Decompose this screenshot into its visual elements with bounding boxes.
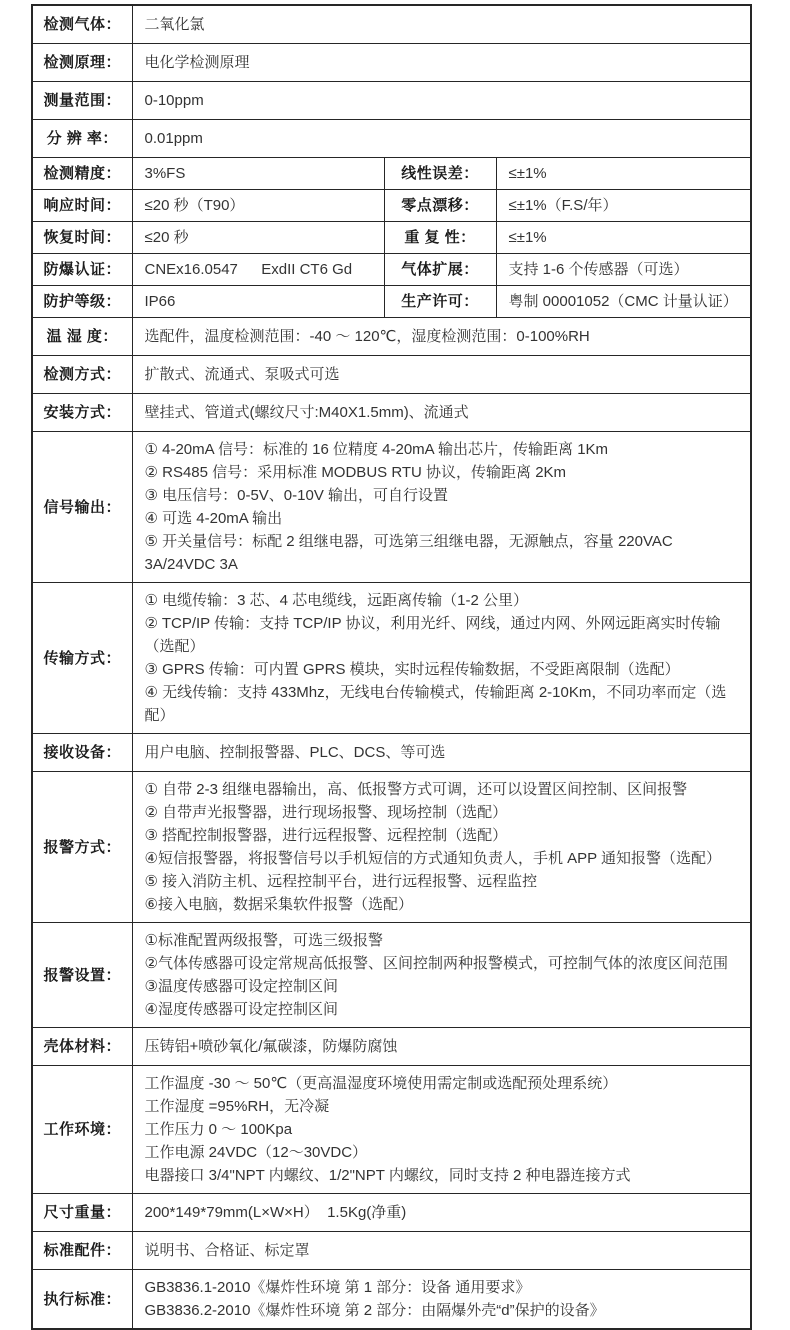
text-line: ③ GPRS 传输：可内置 GPRS 模块，实时远程传输数据，不受距离限制（选配） — [144, 661, 680, 678]
text-line: 工作电源 24VDC（12～30VDC） — [144, 1144, 368, 1161]
row-label — [32, 583, 132, 734]
text-line: 电化学检测原理 — [144, 54, 250, 71]
row-value — [132, 923, 751, 1028]
text-line: 200*149*79mm(L×W×H） 1.5Kg(净重) — [144, 1204, 407, 1221]
text-line: ② TCP/IP 传输：支持 TCP/IP 协议，利用光纤、网线，通过内网、外网远距离实时传输（选配） — [144, 615, 721, 655]
row-value — [132, 190, 384, 222]
row-value — [132, 356, 751, 394]
text-line: 工作温度 -30 ～ 50℃（更高温湿度环境使用需定制或选配预处理系统） — [144, 1075, 618, 1092]
text-line: 防爆认证： — [43, 261, 121, 278]
row-value — [132, 432, 751, 583]
spec-table — [31, 4, 752, 1330]
row-value — [132, 254, 384, 286]
text-line: 零点漂移： — [401, 197, 479, 214]
text-line: GB3836.1-2010《爆炸性环境 第 1 部分：设备 通用要求》 — [144, 1279, 531, 1296]
text-line: 传输方式： — [43, 649, 121, 667]
text-line: 尺寸重量： — [43, 1204, 121, 1221]
row-value — [132, 1232, 751, 1270]
table-row — [32, 734, 751, 772]
row-value — [132, 1270, 751, 1330]
text-line: CNEx16.0547 ExdII CT6 Gd — [144, 261, 353, 278]
row-value — [132, 82, 751, 120]
text-line: ③ 搭配控制报警器，进行远程报警、远程控制（选配） — [144, 827, 508, 844]
table-row — [32, 1028, 751, 1066]
row-value — [132, 5, 751, 44]
text-line: ① 4-20mA 信号：标准的 16 位精度 4-20mA 输出芯片，传输距离 1Km — [144, 441, 609, 458]
text-line: 线性误差： — [401, 165, 479, 182]
text-line: 粤制 00001052（CMC 计量认证） — [508, 293, 738, 310]
row-value — [132, 1028, 751, 1066]
text-line: 工作环境： — [43, 1121, 121, 1138]
table-row — [32, 923, 751, 1028]
row-value — [132, 583, 751, 734]
table-row — [32, 5, 751, 44]
table-row — [32, 432, 751, 583]
table-row — [32, 394, 751, 432]
text-line: ④湿度传感器可设定控制区间 — [144, 1001, 338, 1018]
table-row — [32, 1270, 751, 1330]
text-line: ≤20 秒（T90） — [144, 197, 245, 214]
spec-sheet — [0, 4, 790, 1330]
text-line: 3%FS — [144, 165, 186, 182]
row-value — [132, 394, 751, 432]
row-value — [132, 772, 751, 923]
text-line: 防护等级： — [43, 293, 121, 310]
table-row — [32, 190, 751, 222]
row-value — [132, 1194, 751, 1232]
row-label — [32, 44, 132, 82]
row-value — [132, 734, 751, 772]
row-label — [32, 5, 132, 44]
text-line: 壳体材料： — [43, 1038, 121, 1055]
text-line: 温 湿 度： — [46, 328, 118, 345]
text-line: ≤±1% — [508, 165, 547, 182]
row-label — [32, 286, 132, 318]
text-line: 支持 1-6 个传感器（可选） — [508, 261, 689, 278]
text-line: 选配件，温度检测范围：-40 ～ 120℃，湿度检测范围：0-100%RH — [144, 328, 590, 345]
table-row — [32, 583, 751, 734]
row-value — [496, 222, 751, 254]
text-line: 重 复 性： — [404, 229, 476, 246]
table-row — [32, 772, 751, 923]
text-line: 接收设备： — [43, 744, 121, 761]
text-line: ⑤ 开关量信号：标配 2 组继电器，可选第三组继电器，无源触点，容量 220VAC 3A/24VDC 3A — [144, 533, 677, 573]
row-label — [32, 120, 132, 158]
text-line: ⑤ 接入消防主机、远程控制平台，进行远程报警、远程监控 — [144, 873, 538, 890]
text-line: 检测精度： — [43, 165, 121, 182]
table-row — [32, 82, 751, 120]
row-label — [32, 1194, 132, 1232]
text-line: 扩散式、流通式、泵吸式可选 — [144, 366, 340, 383]
text-line: ① 自带 2-3 组继电器输出，高、低报警方式可调，还可以设置区间控制、区间报警 — [144, 781, 688, 798]
row-label — [32, 1028, 132, 1066]
text-line: 压铸铝+喷砂氧化/氟碳漆，防爆防腐蚀 — [144, 1038, 398, 1055]
row-label — [32, 772, 132, 923]
text-line: 说明书、合格证、标定罩 — [144, 1242, 310, 1259]
row-value — [132, 158, 384, 190]
text-line: 检测气体： — [43, 16, 121, 33]
text-line: ② 自带声光报警器，进行现场报警、现场控制（选配） — [144, 804, 508, 821]
text-line: ≤20 秒 — [144, 229, 189, 246]
table-row — [32, 286, 751, 318]
text-line: 检测原理： — [43, 54, 121, 71]
text-line: 测量范围： — [43, 92, 121, 109]
text-line: ④ 无线传输：支持 433Mhz，无线电台传输模式，传输距离 2-10Km，不同功率而定（选配） — [144, 684, 727, 724]
row-label — [32, 82, 132, 120]
table-row — [32, 222, 751, 254]
text-line: 气体扩展： — [401, 261, 479, 278]
row-label — [32, 318, 132, 356]
row-value — [132, 318, 751, 356]
row-label — [384, 286, 496, 318]
text-line: 响应时间： — [43, 197, 121, 214]
row-label — [32, 254, 132, 286]
row-label — [32, 356, 132, 394]
table-row — [32, 318, 751, 356]
table-row — [32, 1194, 751, 1232]
table-row — [32, 356, 751, 394]
text-line: ①标准配置两级报警，可选三级报警 — [144, 932, 383, 949]
row-label — [32, 1270, 132, 1330]
text-line: 检测方式： — [43, 366, 121, 383]
row-label — [32, 1066, 132, 1194]
text-line: ④ 可选 4-20mA 输出 — [144, 510, 283, 527]
row-label — [32, 734, 132, 772]
text-line: 用户电脑、控制报警器、PLC、DCS、等可选 — [144, 744, 446, 761]
row-value — [496, 254, 751, 286]
table-row — [32, 44, 751, 82]
table-row — [32, 120, 751, 158]
row-value — [496, 190, 751, 222]
row-value — [132, 120, 751, 158]
row-label — [32, 158, 132, 190]
row-label — [384, 158, 496, 190]
text-line: ② RS485 信号：采用标准 MODBUS RTU 协议，传输距离 2Km — [144, 464, 567, 481]
row-label — [384, 222, 496, 254]
text-line: 壁挂式、管道式(螺纹尺寸:M40X1.5mm)、流通式 — [144, 404, 469, 421]
text-line: ⑥接入电脑，数据采集软件报警（选配） — [144, 896, 413, 913]
text-line: ≤±1%（F.S/年） — [508, 197, 618, 214]
text-line: ① 电缆传输：3 芯、4 芯电缆线，远距离传输（1-2 公里） — [144, 592, 528, 609]
row-label — [32, 190, 132, 222]
text-line: 恢复时间： — [43, 229, 121, 246]
text-line: 分 辨 率： — [46, 130, 118, 147]
text-line: ≤±1% — [508, 229, 547, 246]
row-value — [132, 222, 384, 254]
text-line: 信号输出： — [43, 498, 121, 516]
text-line: 二氧化氯 — [144, 16, 205, 33]
row-label — [32, 1232, 132, 1270]
row-label — [384, 190, 496, 222]
row-label — [32, 222, 132, 254]
text-line: 报警设置： — [43, 966, 121, 984]
row-value — [496, 286, 751, 318]
text-line: 执行标准： — [43, 1290, 121, 1308]
text-line: IP66 — [144, 293, 176, 310]
text-line: 工作湿度 =95%RH，无冷凝 — [144, 1098, 330, 1115]
text-line: GB3836.2-2010《爆炸性环境 第 2 部分：由隔爆外壳“d”保护的设备》 — [144, 1302, 605, 1319]
text-line: ②气体传感器可设定常规高低报警、区间控制两种报警模式，可控制气体的浓度区间范围 — [144, 955, 728, 972]
row-value — [132, 1066, 751, 1194]
table-row — [32, 1066, 751, 1194]
table-row — [32, 1232, 751, 1270]
text-line: 0-10ppm — [144, 92, 204, 109]
spec-table-body — [32, 5, 751, 1329]
text-line: 标准配件： — [43, 1242, 121, 1259]
text-line: 电器接口 3/4"NPT 内螺纹、1/2"NPT 内螺纹，同时支持 2 种电器连接方式 — [144, 1167, 631, 1184]
text-line: ③ 电压信号：0-5V、0-10V 输出，可自行设置 — [144, 487, 448, 504]
table-row — [32, 158, 751, 190]
text-line: 报警方式： — [43, 838, 121, 856]
text-line: 0.01ppm — [144, 130, 203, 147]
row-label — [32, 923, 132, 1028]
text-line: 生产许可： — [401, 293, 479, 310]
row-value — [496, 158, 751, 190]
text-line: ④短信报警器，将报警信号以手机短信的方式通知负责人，手机 APP 通知报警（选配） — [144, 850, 722, 867]
row-label — [32, 394, 132, 432]
table-row — [32, 254, 751, 286]
row-value — [132, 286, 384, 318]
text-line: 安装方式： — [43, 404, 121, 421]
row-label — [32, 432, 132, 583]
row-value — [132, 44, 751, 82]
text-line: ③温度传感器可设定控制区间 — [144, 978, 338, 995]
text-line: 工作压力 0 ～ 100Kpa — [144, 1121, 293, 1138]
row-label — [384, 254, 496, 286]
